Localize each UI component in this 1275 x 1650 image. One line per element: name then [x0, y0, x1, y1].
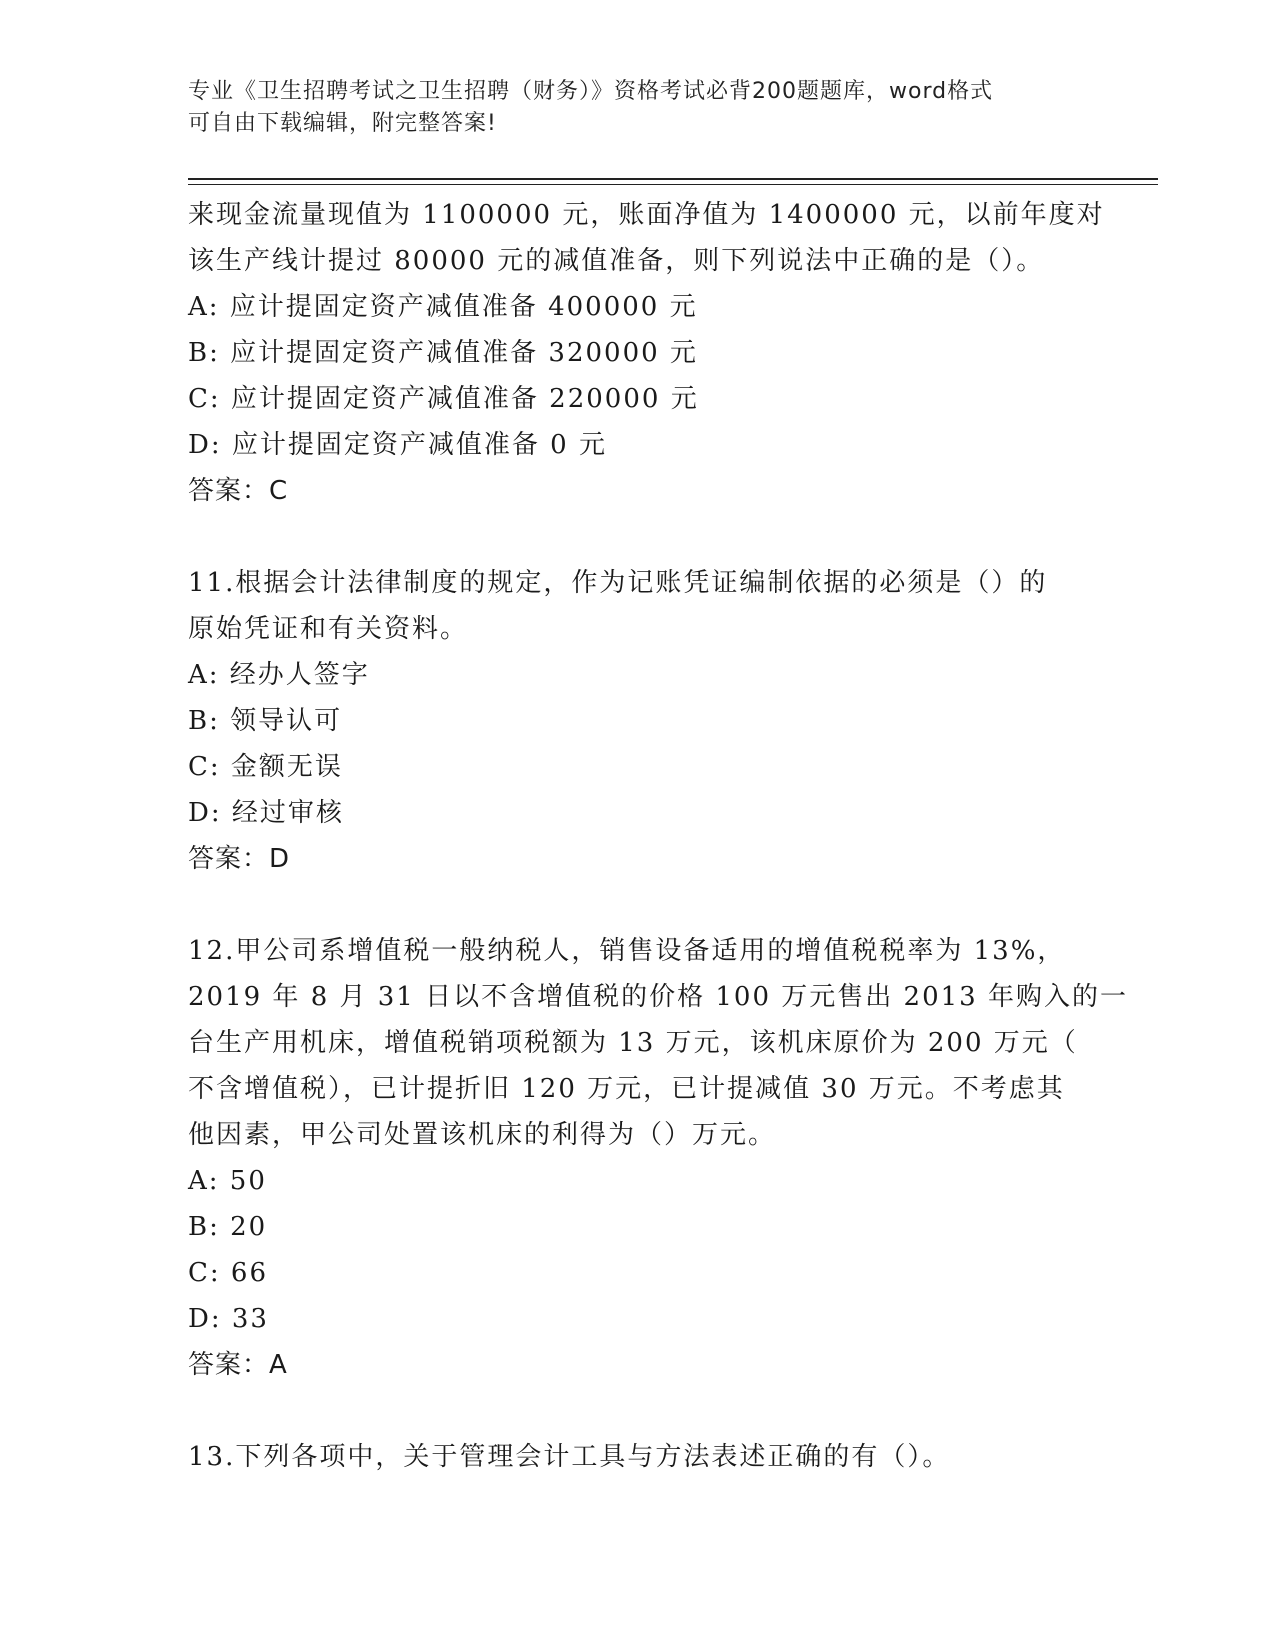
option-d: D: 33 — [188, 1304, 269, 1334]
spacer — [188, 1388, 1088, 1434]
option-a: A: 应计提固定资产减值准备 400000 元 — [188, 292, 698, 322]
option-a: A: 经办人签字 — [188, 660, 370, 690]
header-divider-thick — [188, 178, 1158, 180]
question-stem: 13.下列各项中，关于管理会计工具与方法表述正确的有（）。 — [188, 1442, 951, 1472]
question-stem: 原始凭证和有关资料。 — [188, 614, 469, 644]
question-stem: 11.根据会计法律制度的规定，作为记账凭证编制依据的必须是（）的 — [188, 568, 1048, 598]
question-stem: 2019 年 8 月 31 日以不含增值税的价格 100 万元售出 2013 年购入的一 — [188, 982, 1128, 1012]
header-divider-thin — [188, 184, 1158, 185]
header-title-line-2: 可自由下载编辑，附完整答案! — [188, 111, 497, 136]
question-stem: 来现金流量现值为 1100000 元，账面净值为 1400000 元，以前年度对 — [188, 200, 1105, 230]
answer-line: 答案：A — [188, 1350, 288, 1380]
question-11 — [188, 560, 1088, 882]
question-stem: 不含增值税），已计提折旧 120 万元，已计提减值 30 万元。不考虑其 — [188, 1074, 1065, 1104]
document-header — [188, 76, 1068, 140]
header-title-line-1: 专业《卫生招聘考试之卫生招聘（财务）》资格考试必背200题题库，word格式 — [188, 79, 994, 104]
question-12 — [188, 928, 1128, 1388]
option-b: B: 领导认可 — [188, 706, 343, 736]
answer-line: 答案：D — [188, 844, 291, 874]
option-a: A: 50 — [188, 1166, 267, 1196]
option-c: C: 金额无误 — [188, 752, 343, 782]
option-b: B: 20 — [188, 1212, 268, 1242]
option-c: C: 66 — [188, 1258, 269, 1288]
question-stem: 他因素，甲公司处置该机床的利得为（）万元。 — [188, 1120, 777, 1150]
option-d: D: 应计提固定资产减值准备 0 元 — [188, 430, 607, 460]
question-10 — [188, 192, 1105, 514]
spacer — [188, 882, 1088, 928]
option-d: D: 经过审核 — [188, 798, 344, 828]
question-stem: 12.甲公司系增值税一般纳税人，销售设备适用的增值税税率为 13%， — [188, 936, 1066, 966]
question-stem: 台生产用机床，增值税销项税额为 13 万元，该机床原价为 200 万元（ — [188, 1028, 1078, 1058]
question-13 — [188, 1434, 1088, 1480]
document-body — [188, 192, 1128, 1480]
option-c: C: 应计提固定资产减值准备 220000 元 — [188, 384, 699, 414]
question-stem: 该生产线计提过 80000 元的减值准备，则下列说法中正确的是（）。 — [188, 246, 1045, 276]
spacer — [188, 514, 1088, 560]
answer-line: 答案：C — [188, 476, 289, 506]
option-b: B: 应计提固定资产减值准备 320000 元 — [188, 338, 698, 368]
